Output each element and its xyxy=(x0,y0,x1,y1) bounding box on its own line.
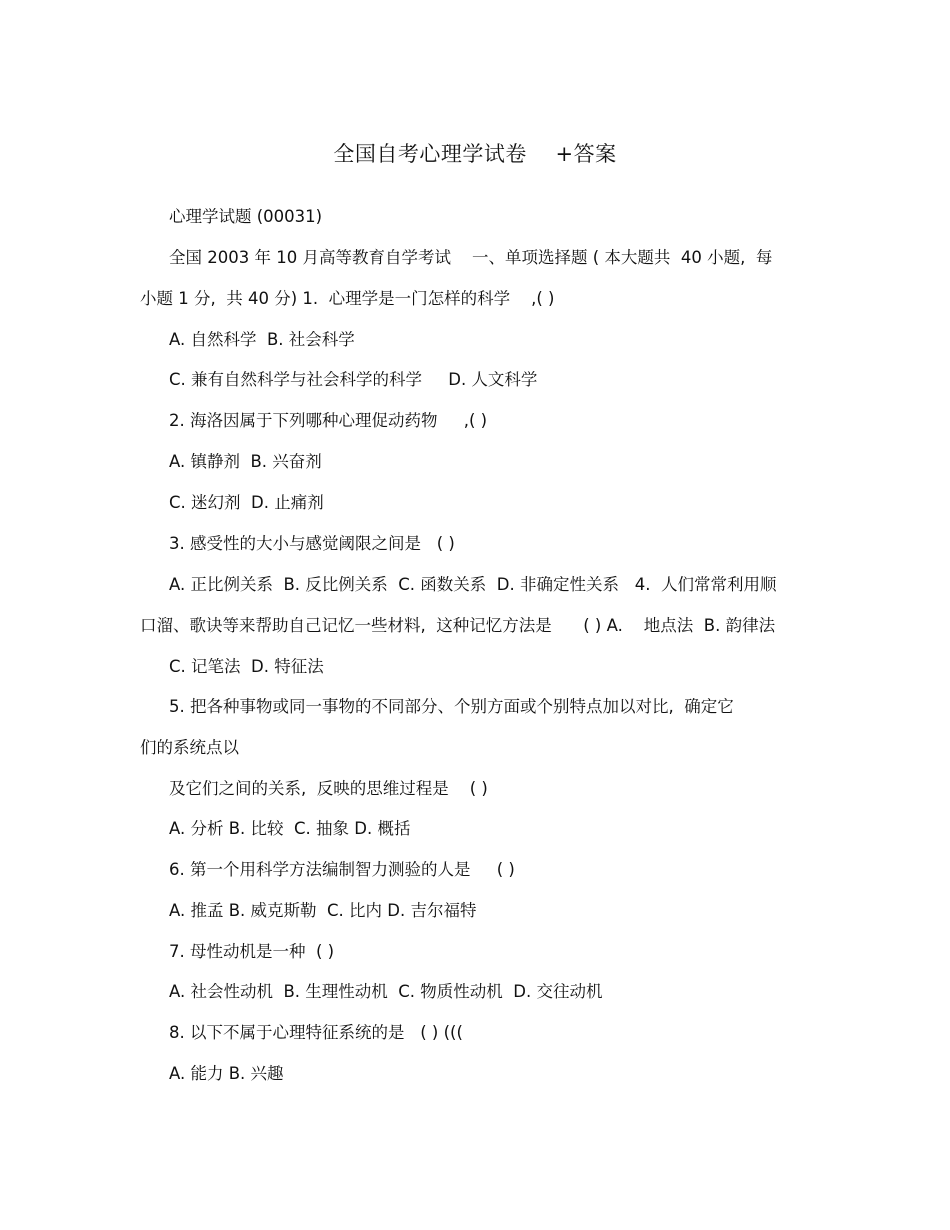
question-5-text-end: 及它们之间的关系, 反映的思维过程是 ( ) xyxy=(169,779,488,798)
question-1-options-a-b: A. 自然科学 B. 社会科学 xyxy=(169,330,355,349)
document-title: 全国自考心理学试卷 +答案 xyxy=(333,142,617,166)
question-2-text: 2. 海洛因属于下列哪种心理促动药物 ,( ) xyxy=(169,411,488,430)
question-5-text: 5. 把各种事物或同一事物的不同部分、个别方面或个别特点加以对比, 确定它 xyxy=(169,697,734,716)
question-2-options-a-b: A. 镇静剂 B. 兴奋剂 xyxy=(169,452,322,471)
question-4-text-continued: 口溜、歌诀等来帮助自己记忆一些材料, 这种记忆方法是 ( ) A. 地点法 B. 韵律法 xyxy=(140,616,776,635)
exam-subtitle: 心理学试题 (00031) xyxy=(169,207,323,226)
question-7-text: 7. 母性动机是一种 ( ) xyxy=(169,942,335,961)
question-5-text-continued: 们的系统点以 xyxy=(140,738,239,757)
question-1-text: 小题 1 分, 共 40 分) 1. 心理学是一门怎样的科学 ,( ) xyxy=(140,289,555,308)
question-8-options: A. 能力 B. 兴趣 xyxy=(169,1064,284,1083)
question-4-options-c-d: C. 记笔法 D. 特征法 xyxy=(169,657,324,676)
question-8-text: 8. 以下不属于心理特征系统的是 ( ) ((( xyxy=(169,1023,463,1042)
question-5-options: A. 分析 B. 比较 C. 抽象 D. 概括 xyxy=(169,819,411,838)
question-1-options-c-d: C. 兼有自然科学与社会科学的科学 D. 人文科学 xyxy=(169,370,538,389)
exam-intro-line: 全国 2003 年 10 月高等教育自学考试 一、单项选择题 ( 本大题共 40 小题, 每 xyxy=(169,248,773,267)
question-3-text: 3. 感受性的大小与感觉阈限之间是 ( ) xyxy=(169,534,455,553)
question-3-options-and-question-4: A. 正比例关系 B. 反比例关系 C. 函数关系 D. 非确定性关系 4. 人们常常利用顺 xyxy=(169,575,777,594)
question-7-options: A. 社会性动机 B. 生理性动机 C. 物质性动机 D. 交往动机 xyxy=(169,982,603,1001)
question-2-options-c-d: C. 迷幻剂 D. 止痛剂 xyxy=(169,493,324,512)
question-6-options: A. 推孟 B. 威克斯勒 C. 比内 D. 吉尔福特 xyxy=(169,901,477,920)
question-6-text: 6. 第一个用科学方法编制智力测验的人是 ( ) xyxy=(169,860,515,879)
